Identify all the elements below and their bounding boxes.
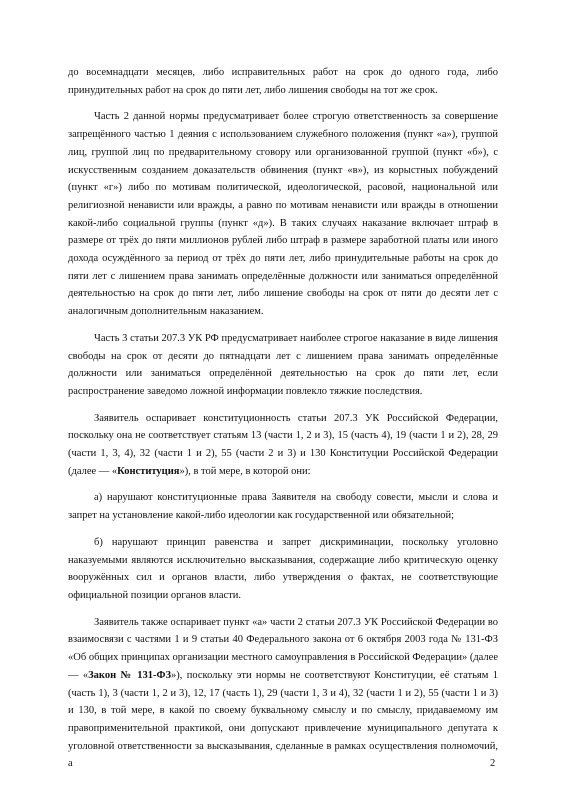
defined-term-law-131: Закон № 131-ФЗ bbox=[88, 669, 172, 681]
paragraph-constitutionality-claim bbox=[68, 410, 498, 481]
paragraph-text: Заявитель также оспаривает пункт «а» части 2 статьи 207.3 УК Российской Федерации во взаимосвязи с частями 1 и 9 статьи 40 Федерального закона от 6 октября 2003 года № 131-ФЗ «Об общих принципах организации местного самоуправления в Российской Федерации» (далее — « bbox=[68, 616, 498, 681]
paragraph-text: »), в той мере, в которой они: bbox=[179, 465, 311, 477]
list-item-b: б) нарушают принцип равенства и запрет дискриминации, поскольку уголовно наказуемыми являются исключительно высказывания, содержащие либо критическую оценку вооружённых сил и органов власти, либо утверждения о фактах, не соответствующие официальной позиции органов власти. bbox=[68, 536, 498, 601]
paragraph-law-131-claim bbox=[68, 614, 498, 773]
page-number: 2 bbox=[490, 758, 496, 769]
paragraph-text: »), поскольку эти нормы не соответствуют Конституции, её статьям 1 (часть 1), 3 (части 1, 2 и 3), 12, 17 (часть 1), 29 (части 1, 3 и 4), 32 (части 1 и 2), 55 (части 1 и 3) и 130, в той мере, в какой по своему буквальному смыслу и по смыслу, придаваемому им правоприменительной практикой, они допускают привлечение муниципального депутата к уголовной ответственности за высказывания, сделанные в рамках осуществления полномочий, а bbox=[68, 669, 499, 770]
paragraph-part-3: Часть 3 статьи 207.3 УК РФ предусматривает наиболее строгое наказание в виде лишения свободы на срок от десяти до пятнадцати лет с лишением права занимать определённые должности или заниматься определённой деятельностью на срок до пяти лет, если распространение заведомо ложной информации повлекло тяжкие последствия. bbox=[68, 332, 498, 397]
document-body bbox=[68, 64, 498, 782]
paragraph-part-2: Часть 2 данной нормы предусматривает более строгую ответственность за совершение запрещённого частью 1 деяния с использованием служебного положения (пункт «а»), группой лиц, группой лиц по предварительному сговору или организованной группой (пункт «б»), с искусственным созданием доказательств обвинения (пункт «в»), из корыстных побуждений (пункт «г») либо по мотивам политической, идеологической, расовой, национальной или религиозной ненависти или вражды, а равно по мотивам ненависти или вражды в отношении какой-либо социальной группы (пункт «д»). В таких случаях наказание включает штраф в размере от трёх до пяти миллионов рублей либо штраф в размере заработной платы или иного дохода осуждённого за период от трёх до пяти лет, либо принудительные работы на срок до пяти лет с лишением права занимать определённые должности или заниматься определённой деятельностью на срок до пяти лет, либо лишение свободы на срок от пяти до десяти лет с аналогичным дополнительным наказанием. bbox=[68, 111, 498, 318]
defined-term-constitution: Конституция bbox=[117, 465, 180, 477]
paragraph-continuation: до восемнадцати месяцев, либо исправительных работ на срок до одного года, либо принудительных работ на срок до пяти лет, либо лишения свободы на тот же срок. bbox=[68, 67, 498, 96]
paragraph-text: Заявитель оспаривает конституционность статьи 207.3 УК Российской Федерации, поскольку она не соответствует статьям 13 (части 1, 2 и 3), 15 (часть 4), 19 (части 1 и 2), 28, 29 (части 1, 3, 4), 32 (части 1 и 2), 55 (части 2 и 3) и 130 Конституции Российской Федерации (далее — « bbox=[68, 412, 498, 477]
list-item-a: а) нарушают конституционные права Заявителя на свободу совести, мысли и слова и запрет на установление какой-либо идеологии как государственной или обязательной; bbox=[68, 492, 498, 522]
